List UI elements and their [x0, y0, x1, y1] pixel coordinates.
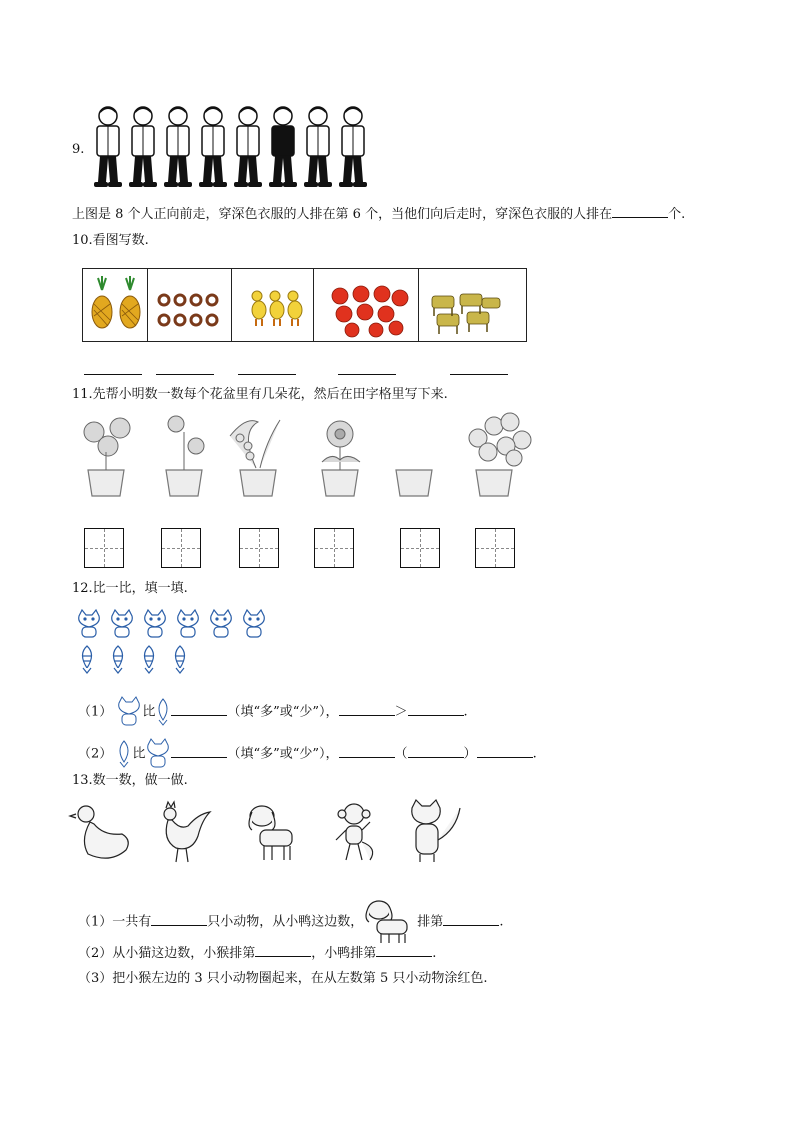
q10-answer-blank-1[interactable]: [84, 374, 142, 375]
q13-part1: [78, 900, 503, 944]
q9-people-illustration: [92, 104, 382, 190]
q12-part2-blank-1[interactable]: [171, 745, 227, 758]
q13-part1-b: 只小动物，从小鸭这边数，: [207, 914, 364, 930]
q12-part2-blank-3[interactable]: [408, 745, 464, 758]
q13-part1-blank-1[interactable]: [151, 913, 207, 926]
q12-part1-gt: ＞: [394, 704, 408, 720]
fish-icon: [155, 698, 171, 726]
flower-icons: [159, 295, 217, 325]
cat-icon: [116, 697, 142, 727]
dog-icon: [363, 900, 417, 944]
q9-text-a: 上图是 8 个人正向前走，穿深色衣服的人排在第 6 个，当他们向后走时，穿深色衣服的人排在: [72, 207, 613, 222]
q12-part2-hint: （填“多”或“少”），: [227, 746, 339, 762]
q12-part2-end: .: [532, 746, 537, 762]
q9-answer-blank[interactable]: [612, 205, 668, 218]
q10-answer-blank-5[interactable]: [450, 374, 508, 375]
q10-answer-blank-4[interactable]: [338, 374, 396, 375]
q13-animals-illustration: [70, 800, 470, 866]
q13-part3: （3）把小猴左边的 3 只小动物圈起来，在从左数第 5 只小动物涂红色.: [78, 971, 488, 986]
q12-cats-and-fish-illustration: [76, 610, 276, 674]
q11-title: 11.先帮小明数一数每个花盆里有几朵花，然后在田字格里写下来.: [72, 387, 448, 402]
q12-part2-lp: （: [394, 746, 408, 762]
q11-tian-grid-4[interactable]: [314, 528, 354, 568]
q13-part2-a: （2）从小猫这边数，小猴排第: [78, 946, 256, 961]
q9-question-text: [72, 205, 685, 223]
cattle-icons: [432, 294, 500, 326]
q13-title: 13.数一数，做一做.: [72, 773, 188, 788]
q13-part2-blank-1[interactable]: [255, 944, 311, 957]
q10-answer-blank-2[interactable]: [156, 374, 214, 375]
q11-tian-grid-5[interactable]: [400, 528, 440, 568]
q12-part1-hint: （填“多”或“少”），: [227, 704, 339, 720]
q9-text-b: 个.: [668, 207, 686, 222]
q13-part1-d: .: [499, 914, 504, 930]
cat-icon: [145, 739, 171, 769]
q12-part2-number: （2）: [78, 746, 113, 762]
q13-part1-a: （1）一共有: [78, 914, 152, 930]
q13-part1-c: 排第: [417, 914, 444, 930]
q12-part1-blank-2[interactable]: [339, 703, 395, 716]
q13-part1-blank-2[interactable]: [443, 913, 499, 926]
q10-pictures: [82, 268, 525, 340]
q10-title: 10.看图写数.: [72, 233, 149, 248]
q12-part1-blank-1[interactable]: [171, 703, 227, 716]
monkey-icon: [336, 804, 373, 860]
q12-part1-end: .: [463, 704, 468, 720]
q13-part2-blank-2[interactable]: [376, 944, 432, 957]
tomato-icons: [332, 286, 408, 337]
q11-flowerpots-illustration: [70, 412, 540, 502]
rooster-icon: [164, 802, 210, 862]
duck-icon: [70, 806, 128, 858]
q11-tian-grid-6[interactable]: [475, 528, 515, 568]
q13-part2: [78, 944, 436, 962]
q12-part2: [78, 739, 537, 769]
q12-part2-rp: ）: [463, 746, 477, 762]
q12-part1-bi: 比: [142, 704, 156, 720]
fish-icon: [116, 740, 132, 768]
q12-part2-blank-4[interactable]: [477, 745, 533, 758]
q12-part2-bi: 比: [132, 746, 146, 762]
q11-tian-grid-1[interactable]: [84, 528, 124, 568]
q12-part2-blank-2[interactable]: [339, 745, 395, 758]
q13-part2-c: .: [432, 946, 437, 961]
q11-tian-grid-2[interactable]: [161, 528, 201, 568]
q12-part1: [78, 697, 468, 727]
q12-part1-blank-3[interactable]: [408, 703, 464, 716]
q12-part1-number: （1）: [78, 704, 113, 720]
q12-title: 12.比一比，填一填.: [72, 581, 188, 596]
cat-icon: [412, 800, 460, 862]
duck-icon: [252, 291, 302, 319]
dog-icon: [249, 806, 292, 860]
pineapple-icon: [92, 276, 112, 328]
q9-number: 9.: [72, 142, 85, 157]
pineapple-icon: [120, 276, 140, 328]
q10-answer-blank-3[interactable]: [238, 374, 296, 375]
q13-part2-b: ，小鸭排第: [311, 946, 377, 961]
q11-tian-grid-3[interactable]: [239, 528, 279, 568]
